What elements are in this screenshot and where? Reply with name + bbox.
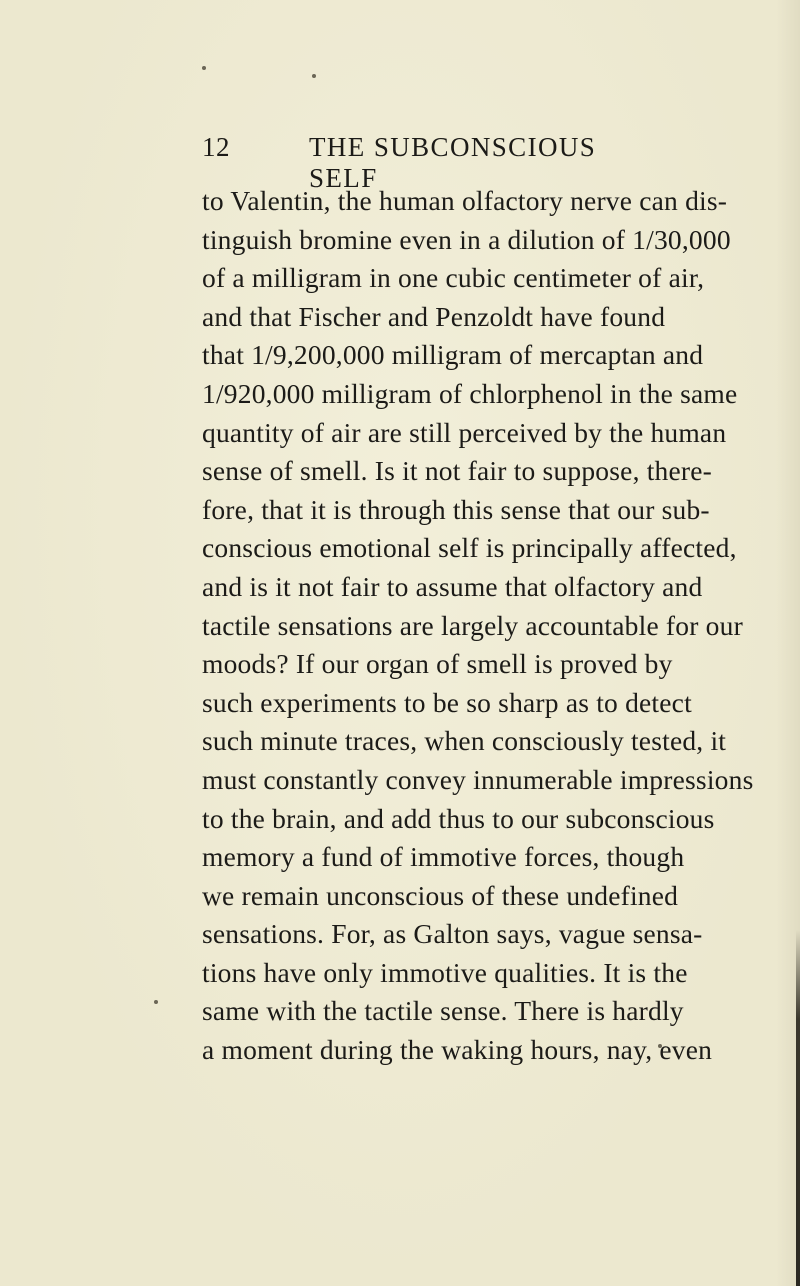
text-line: tions have only immotive qualities. It is the: [202, 956, 688, 988]
text-line: 1/920,000 milligram of chlorphenol in the same: [202, 377, 738, 409]
text-line: and that Fischer and Penzoldt have found: [202, 300, 666, 332]
text-line: moods? If our organ of smell is proved by: [202, 648, 673, 680]
text-line: and is it not fair to assume that olfactory and: [202, 570, 703, 602]
paper-speck: [202, 66, 206, 70]
text-line: sensations. For, as Galton says, vague sensa-: [202, 918, 703, 950]
text-line: of a milligram in one cubic centimeter of air,: [202, 262, 705, 294]
text-line: quantity of air are still perceived by the human: [202, 416, 727, 448]
text-line: sense of smell. Is it not fair to suppose, there-: [202, 455, 713, 487]
text-line: such experiments to be so sharp as to detect: [202, 686, 692, 718]
text-line: to the brain, and add thus to our subconscious: [202, 802, 715, 834]
text-line: fore, that it is through this sense that our sub-: [202, 493, 710, 525]
text-line: tactile sensations are largely accountable for our: [202, 609, 743, 641]
paper-speck: [312, 74, 316, 78]
text-line: such minute traces, when consciously tested, it: [202, 725, 727, 757]
page-number: 12: [202, 132, 230, 162]
text-line: must constantly convey innumerable impressions: [202, 763, 754, 795]
text-line: we remain unconscious of these undefined: [202, 879, 679, 911]
text-line: tinguish bromine even in a dilution of 1/30,000: [202, 223, 731, 255]
page-edge-shadow: [796, 930, 800, 1286]
text-line: a moment during the waking hours, nay, even: [202, 1034, 713, 1066]
text-line: to Valentin, the human olfactory nerve can dis-: [202, 185, 728, 216]
text-line: same with the tactile sense. There is hardly: [202, 995, 684, 1027]
running-head: THE SUBCONSCIOUS SELF: [309, 132, 597, 193]
paper-speck: [154, 1000, 158, 1004]
body-text: [202, 182, 800, 1070]
text-line: memory a fund of immotive forces, though: [202, 841, 685, 873]
text-line: conscious emotional self is principally affected,: [202, 532, 737, 564]
text-line: that 1/9,200,000 milligram of mercaptan and: [202, 339, 704, 371]
page-header: [202, 132, 642, 193]
